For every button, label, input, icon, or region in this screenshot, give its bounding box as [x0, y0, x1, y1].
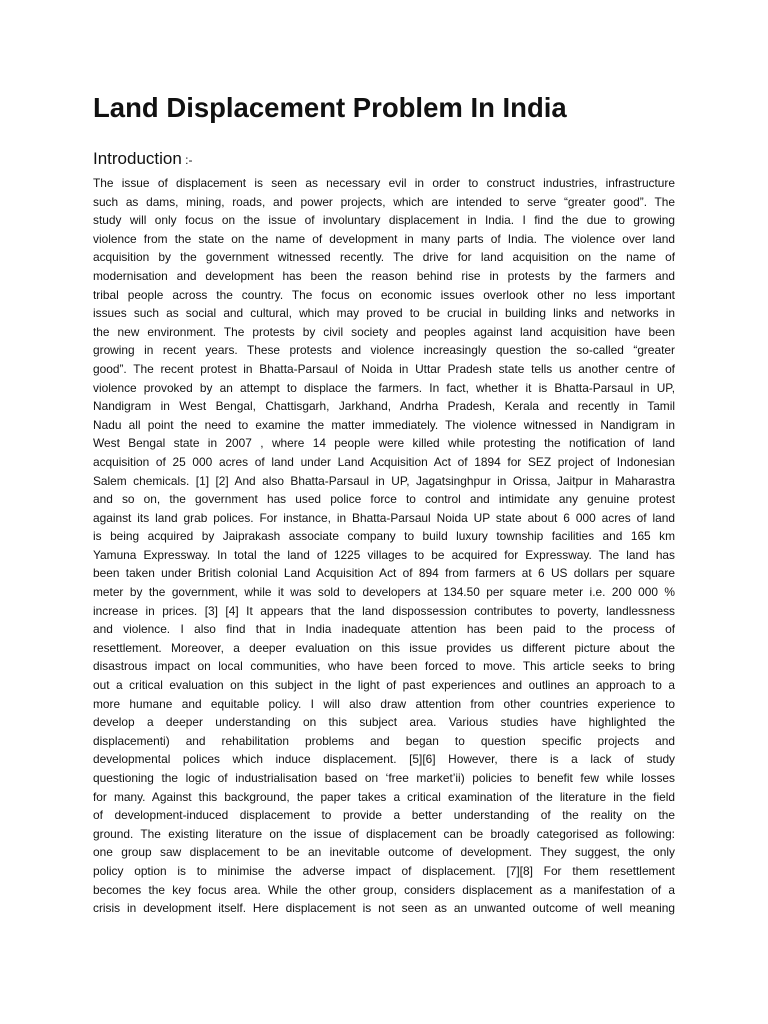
- paragraph-line: for many. Against this background, the paper takes a critical examination of the literature in the field: [93, 789, 675, 804]
- paragraph-line: issues such as social and cultural, which may proved to be crucial in building links and networks in: [93, 306, 675, 321]
- paragraph-line: Salem chemicals. [1] [2] And also Bhatta-Parsaul in UP, Jagatsinghpur in Orissa, Jaitpur in Maharastra: [93, 473, 675, 488]
- paragraph-line: questioning the logic of industrialisation based on ‘free market’ii) policies to benefit few while losses: [93, 771, 675, 785]
- paragraph-line: against its land grab polices. For instance, in Bhatta-Parsaul Noida UP state about 6 000 acres of land: [93, 510, 675, 525]
- paragraph-line: Nadu all point the need to examine the matter immediately. The violence witnessed in Nandigram in: [93, 417, 675, 432]
- paragraph-line: is being acquired by Jaiprakash associate company to build luxury township facilities and 165 km: [93, 529, 675, 544]
- paragraph-line: study will only focus on the issue of involuntary displacement in India. I find the due to growing: [93, 213, 675, 228]
- paragraph-line: growing in recent years. These protests and violence increasingly question the so-called “greater: [93, 343, 675, 358]
- section-heading: [93, 146, 193, 173]
- paragraph-line: modernisation and development has been the reason behind rise in protests by the farmers and: [93, 268, 675, 283]
- paragraph-line: violence provoked by an attempt to displace the farmers. In fact, whether it is Bhatta-Parsaul in UP,: [93, 380, 675, 395]
- paragraph-line: increase in prices. [3] [4] It appears that the land dispossession contributes to poverty, landlessness: [93, 603, 675, 618]
- paragraph-line: The issue of displacement is seen as necessary evil in order to construct industries, infrastructure: [93, 176, 675, 190]
- paragraph-line: of development-induced displacement to provide a better understanding of the reality on the: [93, 808, 675, 823]
- paragraph-line: acquisition by the government witnessed recently. The drive for land acquisition on the name of: [93, 250, 675, 265]
- paragraph-line: more humane and equitable policy. I will also draw attention from other countries experience to: [93, 696, 675, 711]
- paragraph-line: tribal people across the country. The focus on economic issues overlook other no less important: [93, 287, 675, 302]
- paragraph-line: develop a deeper understanding on this subject area. Various studies have highlighted the: [93, 715, 675, 730]
- paragraph-line: the new environment. The protests by civil society and peoples against land acquisition have been: [93, 324, 675, 339]
- paragraph-line: meter by the government, while it was sold to developers at 134.50 per square meter i.e. 200 000 %: [93, 585, 675, 600]
- section-heading-text: Introduction: [93, 149, 182, 168]
- paragraph-line: and violence. I also find that in India inadequate attention has been paid to the process of: [93, 622, 675, 637]
- paragraph-line: policy option is to minimise the adverse impact of displacement. [7][8] For them resettlement: [93, 863, 675, 878]
- body-paragraph: [93, 174, 675, 918]
- paragraph-line: been taken under British colonial Land Acquisition Act of 894 from farmers at 6 US dollars per square: [93, 566, 675, 581]
- paragraph-line: developmental polices which induce displacement. [5][6] However, there is a lack of study: [93, 752, 675, 767]
- paragraph-line: Yamuna Expressway. In total the land of 1225 villages to be acquired for Expressway. The land has: [93, 547, 675, 562]
- paragraph-line: displacementi) and rehabilitation problems and began to question specific projects and: [93, 733, 675, 748]
- paragraph-line: becomes the key focus area. While the other group, considers displacement as a manifestation of a: [93, 882, 675, 897]
- paragraph-line: such as dams, mining, roads, and power projects, which are intended to serve “greater good”. The: [93, 194, 675, 209]
- paragraph-line: and so on, the government has used police force to control and intimidate any genuine protest: [93, 492, 675, 507]
- paragraph-line: crisis in development itself. Here displacement is not seen as an unwanted outcome of well meaning: [93, 901, 675, 916]
- paragraph-line: Nandigram in West Bengal, Chattisgarh, Jarkhand, Andrha Pradesh, Kerala and recently in Tamil: [93, 399, 675, 414]
- paragraph-line: acquisition of 25 000 acres of land under Land Acquisition Act of 1894 for SEZ project of Indonesian: [93, 454, 675, 469]
- document-title: Land Displacement Problem In India: [93, 92, 567, 123]
- paragraph-line: out a critical evaluation on this subject in the light of past experiences and outlines an approach to a: [93, 678, 675, 693]
- paragraph-line: ground. The existing literature on the issue of displacement can be broadly categorised as following:: [93, 826, 675, 841]
- section-heading-suffix: :-: [181, 153, 193, 167]
- paragraph-line: disastrous impact on local communities, who have been forced to move. This article seeks to bring: [93, 659, 675, 674]
- paragraph-line: resettlement. Moreover, a deeper evaluation on this issue provides us different picture about the: [93, 640, 675, 655]
- paragraph-line: good”. The recent protest in Bhatta-Parsaul of Noida in Uttar Pradesh state tells us another centre of: [93, 361, 675, 376]
- paragraph-line: West Bengal state in 2007 , where 14 people were killed while protesting the notification of land: [93, 436, 675, 451]
- paragraph-line: violence from the state on the name of development in many parts of India. The violence over land: [93, 231, 675, 246]
- paragraph-line: one group saw displacement to be an inevitable outcome of development. They suggest, the only: [93, 845, 675, 860]
